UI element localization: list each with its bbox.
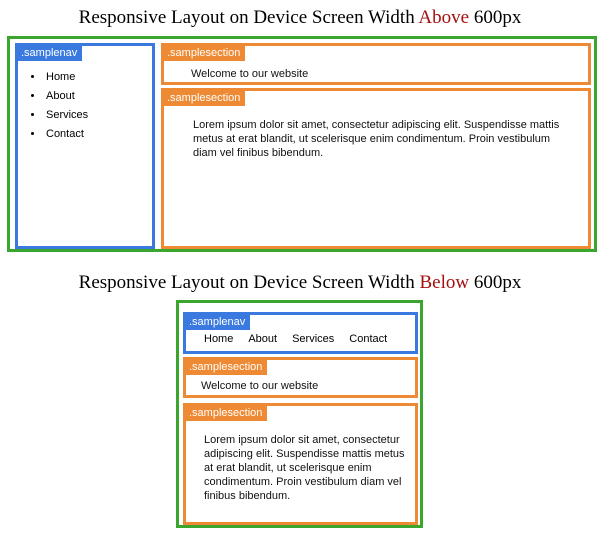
lorem-text: Lorem ipsum dolor sit amet, consectetur adipiscing elit. Suspendisse mattis metus at erat blandit, ut scelerisque enim condimentum. Proin vestibulum diam vel finibus bibendum. <box>193 119 560 159</box>
caption-above <box>0 7 600 29</box>
caption-suffix: 600px <box>473 272 522 293</box>
samplesection-welcome-below <box>183 357 418 398</box>
welcome-text: Welcome to our website <box>191 68 309 80</box>
samplenav-above <box>15 43 155 249</box>
caption-highlight: Above <box>418 7 470 28</box>
nav-item-services[interactable]: • Services <box>44 106 88 125</box>
nav-item-home[interactable]: • Home <box>44 68 88 87</box>
samplesection-tag: .samplesection <box>186 360 267 375</box>
samplenav-below <box>183 312 418 354</box>
nav-item-home[interactable]: Home <box>204 333 234 345</box>
samplenav-tag: .samplenav <box>186 315 250 330</box>
welcome-text: Welcome to our website <box>201 380 319 392</box>
nav-item-about[interactable]: • About <box>44 87 88 106</box>
caption-prefix: Responsive Layout on Device Screen Width <box>78 272 415 293</box>
nav-item-contact[interactable]: • Contact <box>44 125 88 144</box>
samplesection-welcome-above <box>161 43 591 85</box>
container-above <box>7 36 597 252</box>
nav-item-contact[interactable]: Contact <box>349 333 388 345</box>
nav-list-horizontal <box>204 332 387 346</box>
nav-item-about[interactable]: About <box>248 333 278 345</box>
nav-list-vertical <box>26 68 88 144</box>
samplesection-tag: .samplesection <box>186 406 267 421</box>
samplenav-tag: .samplenav <box>18 46 82 61</box>
nav-item-services[interactable]: Services <box>292 333 335 345</box>
samplesection-lorem-above <box>161 88 591 249</box>
samplesection-tag: .samplesection <box>164 91 245 106</box>
lorem-text: Lorem ipsum dolor sit amet, consectetur adipiscing elit. Suspendisse mattis metus at erat blandit, ut scelerisque enim condimentum. Proin vestibulum diam vel finibus bibendum. <box>204 434 405 502</box>
samplesection-tag: .samplesection <box>164 46 245 61</box>
caption-below <box>0 272 600 294</box>
container-below <box>176 300 423 528</box>
caption-suffix: 600px <box>473 7 522 28</box>
caption-prefix: Responsive Layout on Device Screen Width <box>78 7 415 28</box>
samplesection-lorem-below <box>183 403 418 525</box>
caption-highlight: Below <box>419 272 470 293</box>
